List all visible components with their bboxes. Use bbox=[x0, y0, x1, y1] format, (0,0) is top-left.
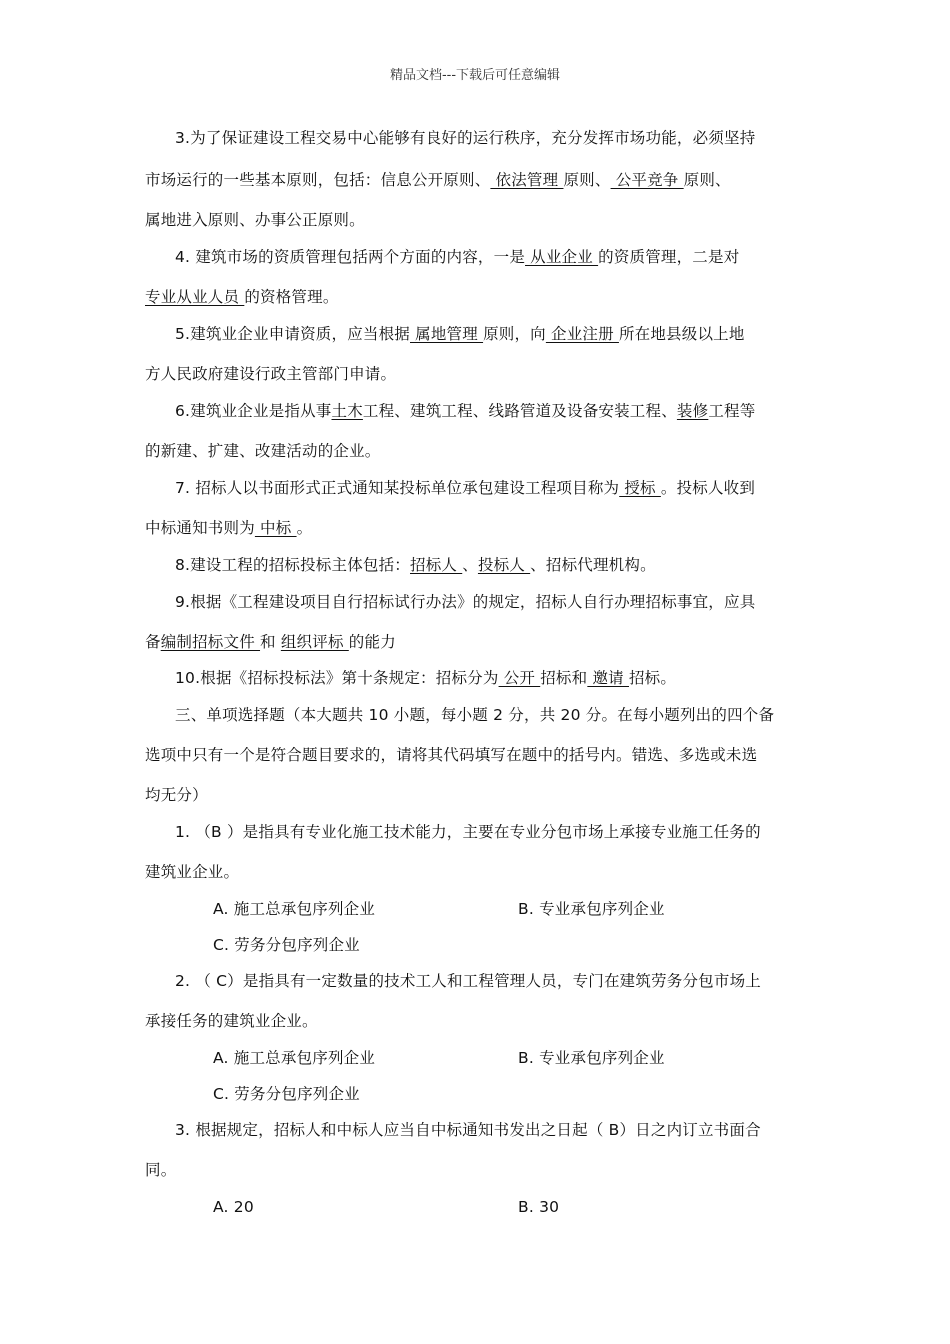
q5-line-1 bbox=[175, 324, 840, 344]
mc2-option-a: A. 施工总承包序列企业 bbox=[213, 1049, 376, 1067]
q6-text: 工程、建筑工程、线路管道及设备安装工程、 bbox=[362, 402, 677, 420]
q8-text: 8.建设工程的招标投标主体包括： bbox=[175, 556, 410, 574]
q3-answer-1: 依法管理 bbox=[490, 171, 564, 189]
q9-text: 和 bbox=[260, 633, 281, 651]
mc1-option-a: A. 施工总承包序列企业 bbox=[213, 900, 376, 918]
mc2-question: 2. （ C）是指具有一定数量的技术工人和工程管理人员，专门在建筑劳务分包市场上 bbox=[175, 972, 761, 990]
q5-answer-2: 企业注册 bbox=[545, 325, 619, 343]
q8-text: 、招标代理机构。 bbox=[530, 556, 656, 574]
q6-text: 6.建筑业企业是指从事 bbox=[175, 402, 332, 420]
q9-text: 9.根据《工程建设项目自行招标试行办法》的规定，招标人自行办理招标事宜，应具 bbox=[175, 593, 756, 611]
mc2-question-cont: 承接任务的建筑业企业。 bbox=[145, 1012, 318, 1030]
q3-line-2 bbox=[145, 170, 810, 190]
q3-text: 市场运行的一些基本原则，包括：信息公开原则、 bbox=[145, 171, 491, 189]
q10-line-1 bbox=[175, 668, 840, 688]
q6-line-1 bbox=[175, 401, 840, 421]
q3-text: 原则、 bbox=[563, 171, 611, 189]
q6-text: 工程等 bbox=[708, 402, 756, 420]
q9-answer-2: 组织评标 bbox=[280, 633, 349, 651]
q7-line-2 bbox=[145, 518, 810, 538]
section3-line-2: 选项中只有一个是符合题目要求的，请将其代码填写在题中的括号内。错选、多选或未选 bbox=[145, 746, 758, 764]
mc2-option-c: C. 劳务分包序列企业 bbox=[213, 1085, 360, 1103]
q7-text: 7. 招标人以书面形式正式通知某投标单位承包建设工程项目称为 bbox=[175, 479, 620, 497]
q4-text: 4. 建筑市场的资质管理包括两个方面的内容，一是 bbox=[175, 248, 526, 266]
q4-text: 的资质管理，二是对 bbox=[598, 248, 740, 266]
q8-answer-2: 投标人 bbox=[477, 556, 531, 574]
q7-text: 。投标人收到 bbox=[660, 479, 756, 497]
mc1-question-cont: 建筑业企业。 bbox=[145, 863, 240, 881]
mc3-question: 3. 根据规定，招标人和中标人应当自中标通知书发出之日起（ B）日之内订立书面合 bbox=[175, 1121, 761, 1139]
q9-text: 备 bbox=[145, 633, 161, 651]
q7-text: 。 bbox=[296, 519, 313, 537]
q9-line-1 bbox=[175, 592, 840, 612]
q4-line-2 bbox=[145, 287, 810, 307]
q10-text: 招标。 bbox=[628, 669, 677, 687]
page-header: 精品文档---下载后可任意编辑 bbox=[389, 68, 561, 83]
q10-answer-1: 公开 bbox=[498, 669, 541, 687]
q10-text: 招标和 bbox=[540, 669, 588, 687]
q5-text: 所在地县级以上地 bbox=[618, 325, 745, 343]
section3-heading: 三、单项选择题（本大题共 10 小题，每小题 2 分，共 20 分。在每小题列出的四个备 bbox=[175, 706, 775, 724]
q9-answer-1: 编制招标文件 bbox=[160, 633, 261, 651]
q4-line-1 bbox=[175, 247, 840, 267]
q6-answer-2: 装修 bbox=[676, 402, 709, 420]
mc3-question-cont: 同。 bbox=[145, 1161, 177, 1179]
q9-text: 的能力 bbox=[348, 633, 396, 651]
q8-text: 、 bbox=[462, 556, 478, 574]
q5-text: 原则，向 bbox=[483, 325, 546, 343]
q3-answer-2: 公平竞争 bbox=[610, 171, 684, 189]
q6-line-2: 的新建、扩建、改建活动的企业。 bbox=[145, 442, 381, 460]
q10-text: 10.根据《招标投标法》第十条规定：招标分为 bbox=[175, 669, 499, 687]
mc1-option-b: B. 专业承包序列企业 bbox=[518, 900, 665, 918]
mc1-question: 1. （B ）是指具有专业化施工技术能力，主要在专业分包市场上承接专业施工任务的 bbox=[175, 823, 761, 841]
q5-line-2: 方人民政府建设行政主管部门申请。 bbox=[145, 365, 397, 383]
q7-answer-2: 中标 bbox=[254, 519, 297, 537]
q4-answer-1: 从业企业 bbox=[525, 248, 599, 266]
q4-answer-2: 专业从业人员 bbox=[145, 288, 245, 306]
q3-text: 原则、 bbox=[683, 171, 731, 189]
q3-line-3: 属地进入原则、办事公正原则。 bbox=[145, 211, 365, 229]
q5-text: 5.建筑业企业申请资质，应当根据 bbox=[175, 325, 410, 343]
q10-answer-2: 邀请 bbox=[587, 669, 629, 687]
mc2-option-b: B. 专业承包序列企业 bbox=[518, 1049, 665, 1067]
mc1-option-c: C. 劳务分包序列企业 bbox=[213, 936, 360, 954]
q7-answer-1: 授标 bbox=[619, 479, 661, 497]
mc3-option-b: B. 30 bbox=[518, 1198, 560, 1216]
q8-answer-1: 招标人 bbox=[410, 556, 463, 574]
mc3-option-a: A. 20 bbox=[213, 1198, 254, 1216]
q3-line-1: 3.为了保证建设工程交易中心能够有良好的运行秩序，充分发挥市场功能，必须坚持 bbox=[175, 129, 756, 147]
q6-answer-1: 土木 bbox=[331, 402, 363, 420]
q5-answer-1: 属地管理 bbox=[410, 325, 484, 343]
q4-text: 的资格管理。 bbox=[244, 288, 339, 306]
q9-line-2 bbox=[145, 632, 810, 652]
q7-line-1 bbox=[175, 478, 840, 498]
q8-line-1 bbox=[175, 555, 840, 575]
section3-line-3: 均无分） bbox=[145, 786, 208, 804]
q7-text: 中标通知书则为 bbox=[145, 519, 255, 537]
